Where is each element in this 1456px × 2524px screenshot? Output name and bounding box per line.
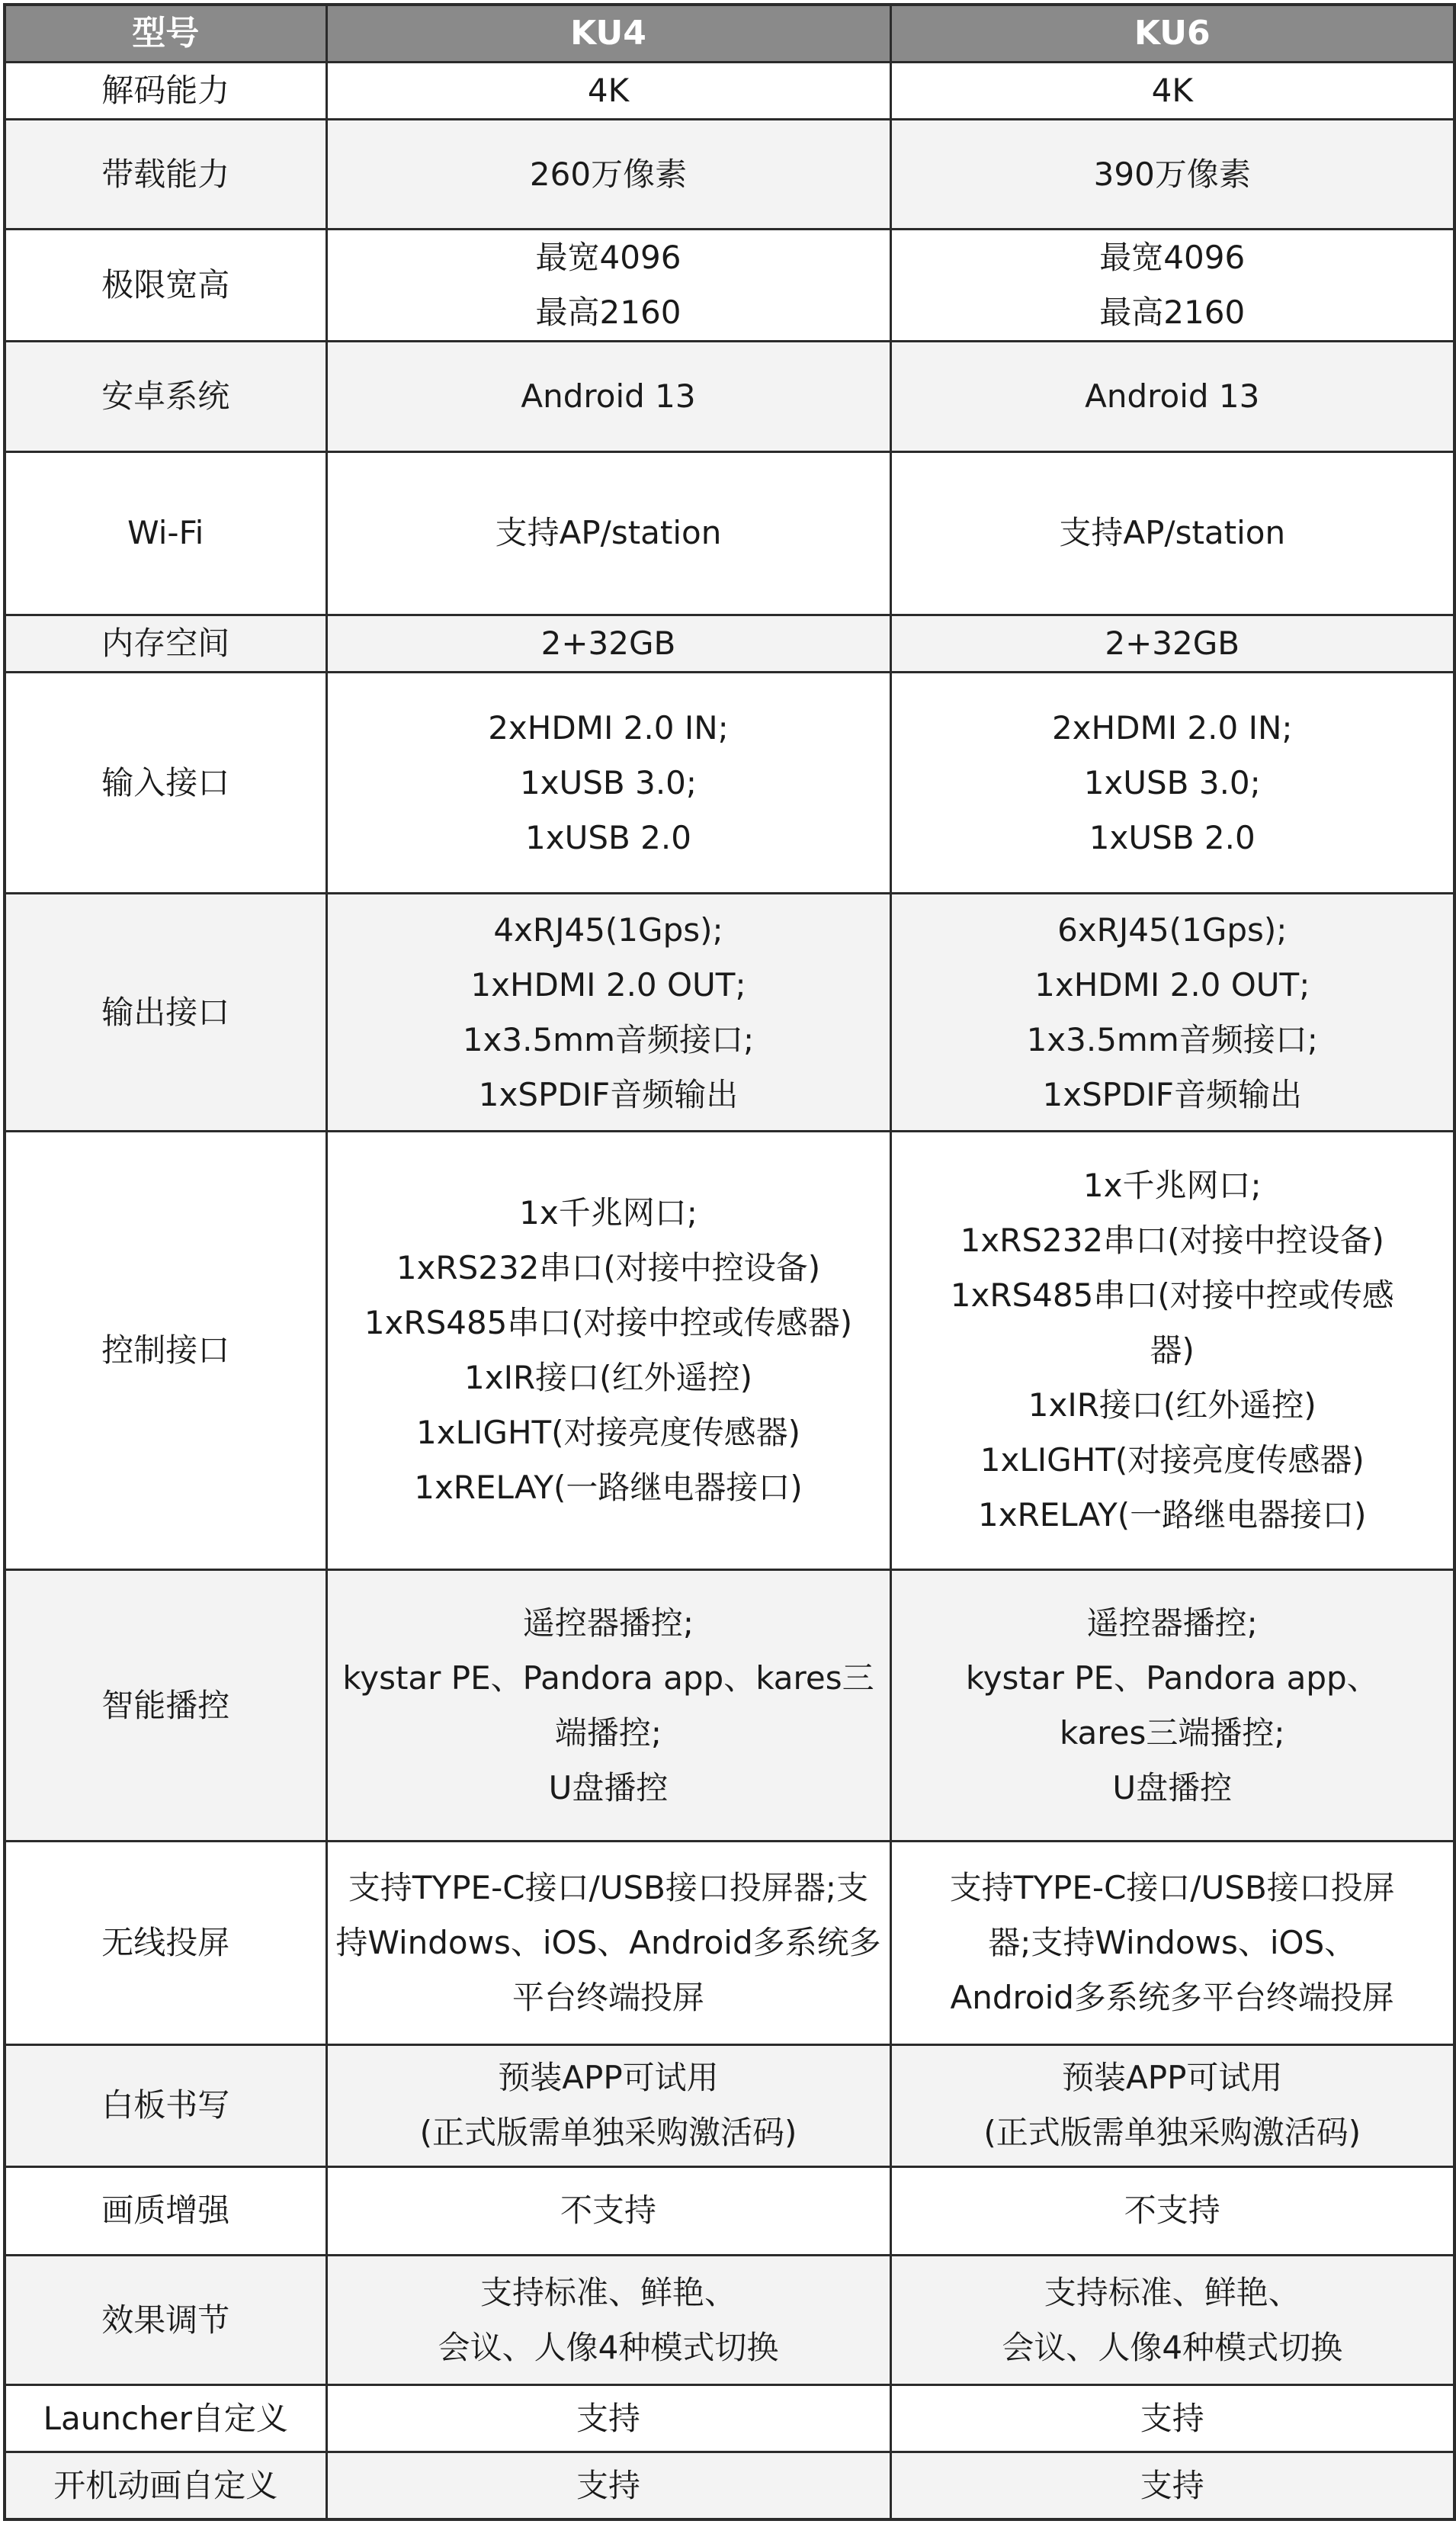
spec-line: 1xUSB 2.0 bbox=[1089, 818, 1256, 856]
table-row bbox=[5, 1570, 1454, 1842]
table-row bbox=[5, 2452, 1454, 2519]
spec-cell-ku6 bbox=[890, 1570, 1454, 1842]
table-row bbox=[5, 1132, 1454, 1570]
spec-line: 260万像素 bbox=[529, 155, 688, 193]
spec-line: Android多系统多平台终端投屏 bbox=[950, 1979, 1394, 2017]
spec-line: 最高2160 bbox=[1099, 294, 1246, 332]
row-label: 白板书写 bbox=[5, 2044, 326, 2166]
spec-cell-ku4 bbox=[326, 342, 890, 451]
spec-line: 1xUSB 3.0; bbox=[519, 763, 698, 801]
spec-line: 1xSPDIF音频输出 bbox=[478, 1075, 739, 1113]
header-model-ku6: KU6 bbox=[890, 5, 1454, 63]
spec-line: 390万像素 bbox=[1093, 155, 1251, 193]
spec-line: 支持标准、鲜艳、 bbox=[479, 2273, 736, 2311]
row-label: Launcher自定义 bbox=[5, 2385, 326, 2452]
spec-cell-ku4 bbox=[326, 120, 890, 230]
spec-cell-ku6 bbox=[890, 2452, 1454, 2519]
spec-cell-ku4 bbox=[326, 672, 890, 893]
spec-line: 1xRELAY(一路继电器接口) bbox=[414, 1469, 803, 1507]
spec-line: 器;支持Windows、iOS、 bbox=[988, 1924, 1357, 1962]
table-row bbox=[5, 342, 1454, 451]
spec-line: 2+32GB bbox=[1105, 624, 1240, 662]
spec-line: 遥控器播控; bbox=[1086, 1604, 1258, 1642]
spec-cell-ku6 bbox=[890, 230, 1454, 342]
spec-comparison-table bbox=[3, 3, 1456, 2521]
spec-line: 预装APP可试用 bbox=[498, 2059, 719, 2097]
row-label: 输入接口 bbox=[5, 672, 326, 893]
spec-cell-ku4 bbox=[326, 2385, 890, 2452]
spec-line: kystar PE、Pandora app、kares三 bbox=[342, 1659, 874, 1697]
spec-line: 1xRS232串口(对接中控设备) bbox=[960, 1222, 1384, 1260]
spec-cell-ku4 bbox=[326, 615, 890, 672]
spec-line: 1x3.5mm音频接口; bbox=[462, 1020, 755, 1058]
spec-line: 最宽4096 bbox=[1099, 239, 1246, 277]
table-body bbox=[5, 63, 1454, 2520]
row-label: 开机动画自定义 bbox=[5, 2452, 326, 2519]
spec-line: 2xHDMI 2.0 IN; bbox=[1051, 708, 1293, 747]
row-label: 智能播控 bbox=[5, 1570, 326, 1842]
spec-line: 1xHDMI 2.0 OUT; bbox=[1034, 965, 1310, 1003]
row-label: Wi-Fi bbox=[5, 451, 326, 615]
table-header-row bbox=[5, 5, 1454, 63]
spec-cell-ku6 bbox=[890, 451, 1454, 615]
spec-line: 支持AP/station bbox=[1059, 514, 1286, 552]
spec-line: 支持TYPE-C接口/USB接口投屏 bbox=[949, 1869, 1395, 1907]
spec-line: 1xUSB 3.0; bbox=[1083, 763, 1261, 801]
spec-cell-ku4 bbox=[326, 894, 890, 1132]
spec-line: Android 13 bbox=[1085, 377, 1260, 415]
spec-line: 不支持 bbox=[560, 2192, 656, 2230]
row-label: 输出接口 bbox=[5, 894, 326, 1132]
spec-line: 1xLIGHT(对接亮度传感器) bbox=[980, 1441, 1365, 1479]
table-row bbox=[5, 2256, 1454, 2385]
row-label: 画质增强 bbox=[5, 2166, 326, 2255]
spec-line: 2+32GB bbox=[540, 624, 676, 662]
spec-line: kystar PE、Pandora app、 bbox=[965, 1659, 1379, 1697]
header-label-cell: 型号 bbox=[5, 5, 326, 63]
table-row bbox=[5, 615, 1454, 672]
table-row bbox=[5, 120, 1454, 230]
spec-line: 1xIR接口(红外遥控) bbox=[1028, 1386, 1316, 1424]
row-label: 效果调节 bbox=[5, 2256, 326, 2385]
spec-line: 平台终端投屏 bbox=[512, 1979, 704, 2017]
row-label: 解码能力 bbox=[5, 63, 326, 120]
spec-line: 4K bbox=[587, 72, 630, 110]
spec-line: (正式版需单独采购激活码) bbox=[983, 2114, 1361, 2152]
spec-line: 1x千兆网口; bbox=[1082, 1167, 1262, 1205]
spec-line: 1x千兆网口; bbox=[519, 1194, 698, 1232]
spec-line: 支持AP/station bbox=[495, 514, 722, 552]
spec-line: 4xRJ45(1Gps); bbox=[493, 910, 723, 949]
spec-cell-ku4 bbox=[326, 2452, 890, 2519]
spec-cell-ku6 bbox=[890, 672, 1454, 893]
spec-cell-ku6 bbox=[890, 63, 1454, 120]
row-label: 安卓系统 bbox=[5, 342, 326, 451]
spec-line: 1x3.5mm音频接口; bbox=[1026, 1020, 1318, 1058]
spec-line: 1xRELAY(一路继电器接口) bbox=[977, 1496, 1367, 1534]
spec-line: 1xRS485串口(对接中控或传感 bbox=[950, 1276, 1394, 1315]
table-row bbox=[5, 2385, 1454, 2452]
row-label: 无线投屏 bbox=[5, 1842, 326, 2044]
spec-cell-ku4 bbox=[326, 1842, 890, 2044]
table-row bbox=[5, 894, 1454, 1132]
spec-cell-ku6 bbox=[890, 120, 1454, 230]
spec-line: 1xRS232串口(对接中控设备) bbox=[396, 1249, 821, 1287]
spec-line: kares三端播控; bbox=[1059, 1713, 1285, 1752]
spec-line: 1xLIGHT(对接亮度传感器) bbox=[416, 1414, 800, 1452]
table-row bbox=[5, 2166, 1454, 2255]
spec-cell-ku4 bbox=[326, 1132, 890, 1570]
spec-cell-ku6 bbox=[890, 342, 1454, 451]
table-row bbox=[5, 451, 1454, 615]
spec-line: 支持 bbox=[1140, 2399, 1204, 2437]
row-label: 带载能力 bbox=[5, 120, 326, 230]
spec-line: Android 13 bbox=[521, 377, 696, 415]
table-row bbox=[5, 2044, 1454, 2166]
spec-line: U盘播控 bbox=[548, 1768, 669, 1806]
spec-line: 预装APP可试用 bbox=[1062, 2059, 1283, 2097]
spec-cell-ku6 bbox=[890, 2256, 1454, 2385]
spec-cell-ku6 bbox=[890, 894, 1454, 1132]
spec-line: 1xHDMI 2.0 OUT; bbox=[470, 965, 746, 1003]
spec-line: 2xHDMI 2.0 IN; bbox=[488, 708, 729, 747]
spec-line: 4K bbox=[1151, 72, 1193, 110]
table-row bbox=[5, 230, 1454, 342]
spec-line: 6xRJ45(1Gps); bbox=[1057, 910, 1288, 949]
header-model-ku4: KU4 bbox=[326, 5, 890, 63]
spec-cell-ku4 bbox=[326, 2256, 890, 2385]
spec-cell-ku6 bbox=[890, 1132, 1454, 1570]
spec-cell-ku4 bbox=[326, 1570, 890, 1842]
spec-line: 最宽4096 bbox=[535, 239, 681, 277]
spec-line: 会议、人像4种模式切换 bbox=[438, 2328, 779, 2366]
spec-cell-ku6 bbox=[890, 1842, 1454, 2044]
spec-cell-ku6 bbox=[890, 2385, 1454, 2452]
spec-line: (正式版需单独采购激活码) bbox=[419, 2114, 797, 2152]
row-label: 控制接口 bbox=[5, 1132, 326, 1570]
spec-line: 支持 bbox=[1140, 2466, 1204, 2504]
spec-cell-ku4 bbox=[326, 63, 890, 120]
table-row bbox=[5, 672, 1454, 893]
spec-cell-ku6 bbox=[890, 2166, 1454, 2255]
spec-cell-ku6 bbox=[890, 615, 1454, 672]
table-row bbox=[5, 1842, 1454, 2044]
spec-line: 1xSPDIF音频输出 bbox=[1042, 1075, 1302, 1113]
spec-cell-ku4 bbox=[326, 2044, 890, 2166]
spec-line: 1xIR接口(红外遥控) bbox=[464, 1359, 752, 1397]
spec-cell-ku4 bbox=[326, 230, 890, 342]
spec-cell-ku4 bbox=[326, 451, 890, 615]
spec-line: 遥控器播控; bbox=[522, 1604, 694, 1642]
row-label: 极限宽高 bbox=[5, 230, 326, 342]
spec-line: U盘播控 bbox=[1112, 1768, 1233, 1806]
spec-line: 会议、人像4种模式切换 bbox=[1002, 2328, 1343, 2366]
spec-line: 持Windows、iOS、Android多系统多 bbox=[335, 1924, 881, 1962]
spec-line: 支持标准、鲜艳、 bbox=[1044, 2273, 1300, 2311]
spec-line: 支持TYPE-C接口/USB接口投屏器;支 bbox=[348, 1869, 869, 1907]
table-row bbox=[5, 63, 1454, 120]
spec-cell-ku4 bbox=[326, 2166, 890, 2255]
spec-line: 最高2160 bbox=[535, 294, 681, 332]
spec-cell-ku6 bbox=[890, 2044, 1454, 2166]
spec-line: 1xUSB 2.0 bbox=[525, 818, 691, 856]
spec-line: 支持 bbox=[576, 2466, 640, 2504]
row-label: 内存空间 bbox=[5, 615, 326, 672]
spec-line: 端播控; bbox=[554, 1713, 662, 1752]
spec-line: 不支持 bbox=[1124, 2192, 1220, 2230]
spec-line: 器) bbox=[1150, 1331, 1195, 1370]
spec-line: 支持 bbox=[576, 2399, 640, 2437]
spec-line: 1xRS485串口(对接中控或传感器) bbox=[364, 1304, 853, 1342]
